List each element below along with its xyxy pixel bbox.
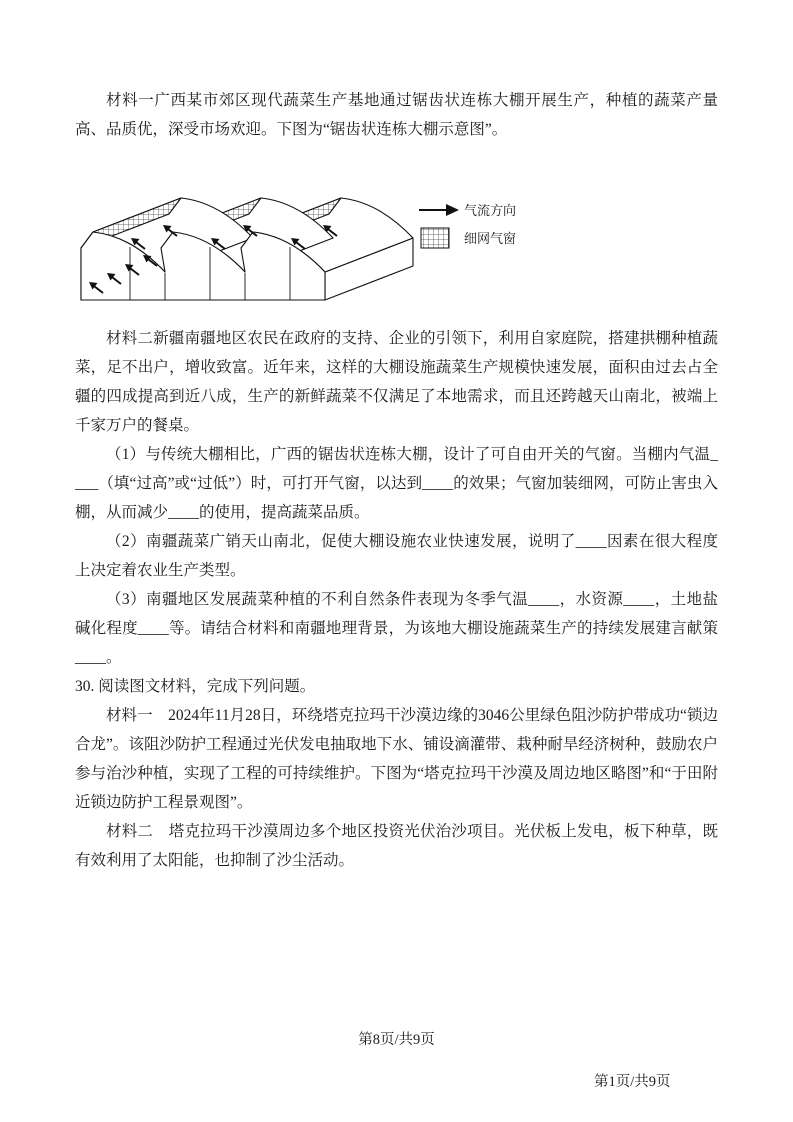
mesh-window-icon xyxy=(421,228,449,248)
legend-airflow-label: 气流方向 xyxy=(464,203,517,218)
material-1-paragraph: 材料一广西某市郊区现代蔬菜生产基地通过锯齿状连栋大棚开展生产，种植的蔬菜产量高、品质优，深受市场欢迎。下图为“锯齿状连栋大棚示意图”。 xyxy=(75,92,718,138)
legend-airflow-item xyxy=(419,203,516,218)
airflow-arrowhead-icon xyxy=(446,204,459,216)
legend-mesh-label: 细网气窗 xyxy=(464,231,517,246)
question-30-material-1: 材料一 2024年11月28日，环绕塔克拉玛干沙漠边缘的3046公里绿色阻沙防护带成功“锁边合龙”。该阻沙防护工程通过光伏发电抽取地下水、铺设滴灌带、栽种耐旱经济树种，鼓励农户参与治沙种植，实现了工程的可持续维护。下图为“塔克拉玛干沙漠及周边地区略图”和“于田附近锁边防护工程景观图”。 xyxy=(75,707,718,811)
legend-mesh-item xyxy=(421,228,516,248)
material-2-paragraph: 材料二新疆南疆地区农民在政府的支持、企业的引领下，利用自家庭院，搭建拱棚种植蔬菜，足不出户，增收致富。近年来，这样的大棚设施蔬菜生产规模快速发展，面积由过去占全疆的四成提高到近八成，生产的新鲜蔬菜不仅满足了本地需求，而且还跨越天山南北，被端上千家万户的餐桌。 xyxy=(75,330,718,434)
diagram-legend xyxy=(419,203,516,248)
question-30-material-2: 材料二 塔克拉玛干沙漠周边多个地区投资光伏治沙项目。光伏板上发电，板下种草，既有效利用了太阳能，也抑制了沙尘活动。 xyxy=(75,823,718,869)
question-3: （3）南疆地区发展蔬菜种植的不利自然条件表现为冬季气温____，水资源____，土地盐碱化程度____等。请结合材料和南疆地理背景，为该地大棚设施蔬菜生产的持续发展建言献策____。 xyxy=(75,591,718,666)
question-2: （2）南疆蔬菜广销天山南北，促使大棚设施农业快速发展，说明了____因素在很大程度上决定着农业生产类型。 xyxy=(75,533,718,579)
viewer-page-indicator: 第1页/共9页 xyxy=(594,1074,671,1090)
greenhouse-diagram xyxy=(73,154,525,316)
page-indicator: 第8页/共9页 xyxy=(358,1032,435,1048)
question-30-heading: 30. 阅读图文材料，完成下列问题。 xyxy=(75,678,316,695)
sawtooth-greenhouse-schematic xyxy=(73,154,525,316)
question-1: （1）与传统大棚相比，广西的锯齿状连栋大棚，设计了可自由开关的气窗。当棚内气温____（填“过高”或“过低”）时，可打开气窗，以达到____的效果；气窗加装细网，可防止害虫入棚，从而减少____的使用，提高蔬菜品质。 xyxy=(75,446,718,521)
greenhouse-structure xyxy=(81,198,413,300)
